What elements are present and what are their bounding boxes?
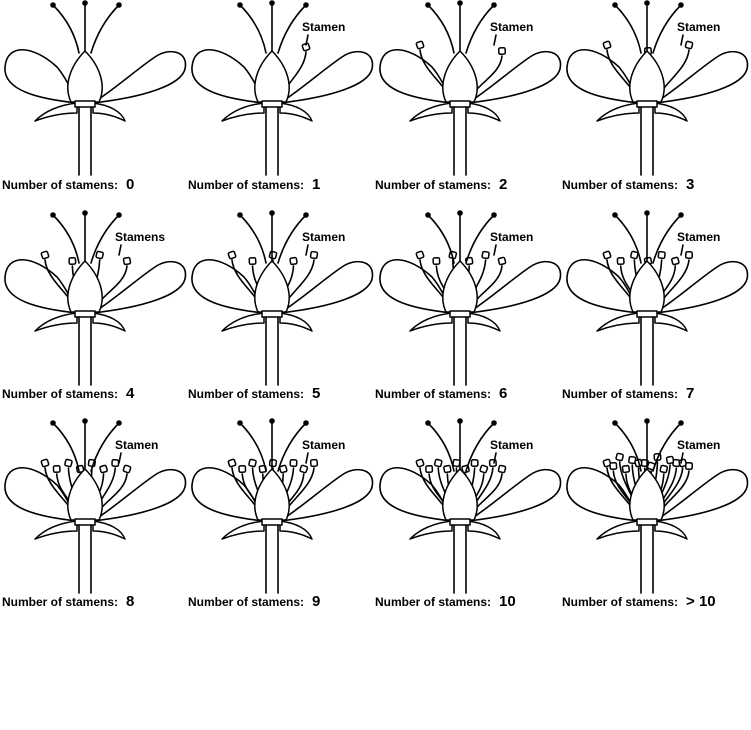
stigma-right <box>116 212 122 218</box>
caption-prefix: Number of stamens: <box>2 387 119 401</box>
stamen-label: Stamen <box>677 438 721 452</box>
stigma-center <box>644 210 650 216</box>
style-left <box>615 5 641 53</box>
stamen-count-caption <box>188 385 320 402</box>
right-petal <box>93 470 186 521</box>
sepal-left <box>222 521 264 539</box>
flower-panel <box>375 0 561 193</box>
stamen-label: Stamen <box>302 20 346 34</box>
stigma-center <box>457 418 463 424</box>
stigma-left <box>237 2 243 8</box>
ovary <box>630 51 664 102</box>
receptacle <box>262 101 282 107</box>
stigma-center <box>82 418 88 424</box>
flower-panel <box>562 0 748 193</box>
style-right <box>91 5 119 53</box>
stigma-center <box>644 418 650 424</box>
stamen-count-caption <box>375 176 507 193</box>
stamen-anther <box>471 460 478 467</box>
stamen-count-value: 2 <box>499 176 508 193</box>
caption-prefix: Number of stamens: <box>375 387 492 401</box>
stamen-count-caption <box>375 593 516 610</box>
stamen-label: Stamen <box>302 438 346 452</box>
stamen-anther <box>630 251 638 259</box>
stamen-anther <box>426 466 433 473</box>
style-left <box>428 5 454 53</box>
stigma-center <box>269 210 275 216</box>
sepal-right <box>468 103 500 121</box>
left-petal <box>192 50 264 103</box>
right-petal <box>93 52 186 103</box>
stamen-anther <box>100 465 108 473</box>
stamen-count-value: > 10 <box>686 593 716 610</box>
stamen-pointer <box>494 35 496 45</box>
left-petal <box>567 50 639 103</box>
receptacle <box>637 101 657 107</box>
right-petal <box>93 262 186 313</box>
stamen-count-caption <box>188 176 320 193</box>
stigma-center <box>457 210 463 216</box>
stamen-anther <box>482 251 489 258</box>
stamen-anther <box>434 459 442 467</box>
stigma-left <box>237 212 243 218</box>
ovary <box>443 51 477 102</box>
ovary <box>68 469 102 520</box>
sepal-left <box>410 313 452 331</box>
stamen-anther <box>685 41 693 49</box>
stamen-anther <box>499 48 506 55</box>
stigma-right <box>116 2 122 8</box>
sepal-right <box>655 313 687 331</box>
flower-panel <box>375 210 561 402</box>
sepal-right <box>280 521 312 539</box>
sepal-left <box>222 313 264 331</box>
stamen-anther <box>433 258 440 265</box>
caption-prefix: Number of stamens: <box>188 387 305 401</box>
sepal-left <box>35 103 77 121</box>
stamen-count-value: 7 <box>686 385 695 402</box>
caption-prefix: Number of stamens: <box>375 178 492 192</box>
sepal-right <box>93 103 125 121</box>
receptacle <box>450 519 470 525</box>
sepal-left <box>597 313 639 331</box>
sepal-right <box>93 521 125 539</box>
stamen-count-caption <box>2 593 134 610</box>
right-petal <box>468 52 561 103</box>
stamen-label: Stamen <box>115 438 159 452</box>
caption-prefix: Number of stamens: <box>562 387 679 401</box>
left-petal <box>380 50 452 103</box>
receptacle <box>450 101 470 107</box>
stamen-label: Stamen <box>490 20 534 34</box>
stigma-center <box>644 0 650 6</box>
stamen-anther <box>65 459 73 467</box>
ovary <box>255 261 289 312</box>
stigma-left <box>237 420 243 426</box>
stamen-anther <box>686 463 693 470</box>
caption-prefix: Number of stamens: <box>2 178 119 192</box>
flower-panel <box>562 418 748 610</box>
stamen-label: Stamens <box>115 230 166 244</box>
stigma-center <box>82 210 88 216</box>
stigma-right <box>678 420 684 426</box>
stigma-left <box>50 2 56 8</box>
stamen-count-value: 3 <box>686 176 695 193</box>
stigma-left <box>50 420 56 426</box>
receptacle <box>450 311 470 317</box>
flower-panel <box>375 418 561 610</box>
stamen-count-caption <box>562 593 716 610</box>
stigma-left <box>612 2 618 8</box>
receptacle <box>262 311 282 317</box>
stamen-anther <box>41 459 49 467</box>
stamen-anther <box>498 465 506 473</box>
stigma-left <box>425 212 431 218</box>
stamen-anther <box>310 251 317 258</box>
sepal-left <box>410 521 452 539</box>
stamen-anther <box>498 257 506 265</box>
stamen-anther <box>112 460 119 467</box>
stamen-pointer <box>306 245 308 255</box>
stamen-label: Stamen <box>677 230 721 244</box>
sepal-left <box>597 521 639 539</box>
right-petal <box>468 262 561 313</box>
stamen-anther <box>610 463 617 470</box>
stamen-anther <box>123 465 131 473</box>
stigma-left <box>50 212 56 218</box>
stigma-left <box>612 212 618 218</box>
stamen-anther <box>269 251 277 259</box>
stamen-anther <box>311 460 318 467</box>
stigma-left <box>425 2 431 8</box>
stamen-label: Stamen <box>677 20 721 34</box>
left-petal <box>5 468 77 521</box>
stamen-label: Stamen <box>490 438 534 452</box>
style-left <box>53 215 79 263</box>
right-petal <box>468 470 561 521</box>
ovary <box>630 469 664 520</box>
ovary <box>443 261 477 312</box>
stamen-anther <box>444 465 451 472</box>
stamen-label: Stamen <box>490 230 534 244</box>
stigma-left <box>612 420 618 426</box>
stamen-anther <box>622 465 629 472</box>
sepal-right <box>655 103 687 121</box>
sepal-left <box>222 103 264 121</box>
stamen-anther <box>416 251 424 259</box>
caption-prefix: Number of stamens: <box>375 595 492 609</box>
flower-panel <box>2 418 186 610</box>
stamen-anther <box>416 41 424 49</box>
stamen-count-caption <box>375 385 507 402</box>
stigma-right <box>678 2 684 8</box>
stamen-anther <box>123 257 130 264</box>
left-petal <box>5 260 77 313</box>
stamen-anther <box>53 466 60 473</box>
flower-panel <box>188 0 373 193</box>
sepal-left <box>35 521 77 539</box>
stamen-label: Stamen <box>302 230 346 244</box>
stamen-anther <box>603 251 611 259</box>
stigma-right <box>678 212 684 218</box>
sepal-left <box>597 103 639 121</box>
flower-panel <box>562 210 748 402</box>
stamen-count-caption <box>2 176 134 193</box>
stamen-count-value: 0 <box>126 176 135 193</box>
stamen-pointer <box>681 245 683 255</box>
caption-prefix: Number of stamens: <box>562 178 679 192</box>
stamen-count-value: 10 <box>499 593 516 610</box>
stamen-count-value: 1 <box>312 176 321 193</box>
left-petal <box>567 468 639 521</box>
stamen-anther <box>660 465 668 473</box>
stamen-count-value: 5 <box>312 385 321 402</box>
receptacle <box>75 101 95 107</box>
stamen-pointer <box>119 453 121 463</box>
caption-prefix: Number of stamens: <box>188 178 305 192</box>
stamen-anther <box>249 258 256 265</box>
stigma-right <box>116 420 122 426</box>
stamen-anther <box>96 251 104 259</box>
stamen-pointer <box>681 35 683 45</box>
sepal-right <box>655 521 687 539</box>
stigma-right <box>303 420 309 426</box>
stamen-anther <box>453 459 460 466</box>
stigma-right <box>491 420 497 426</box>
sepal-right <box>93 313 125 331</box>
stamen-anther <box>269 459 276 466</box>
sepal-right <box>468 521 500 539</box>
left-petal <box>380 468 452 521</box>
sepal-right <box>280 313 312 331</box>
style-left <box>53 5 79 53</box>
sepal-right <box>280 103 312 121</box>
stamen-anther <box>603 41 611 49</box>
right-petal <box>655 262 748 313</box>
stamen-anther <box>416 459 424 467</box>
style-left <box>240 215 266 263</box>
stigma-center <box>269 418 275 424</box>
stamen-anther <box>228 251 236 259</box>
sepal-left <box>410 103 452 121</box>
ovary <box>255 51 289 102</box>
stigma-center <box>82 0 88 6</box>
style-left <box>240 5 266 53</box>
stamen-anther <box>686 252 693 259</box>
receptacle <box>637 519 657 525</box>
stamen-count-value: 6 <box>499 385 508 402</box>
flower-panel <box>188 210 373 402</box>
stamen-count-caption <box>188 593 320 610</box>
stamen-anther <box>480 465 488 473</box>
stamen-anther <box>279 465 287 473</box>
stigma-left <box>425 420 431 426</box>
stamen-pointer <box>119 245 121 255</box>
sepal-left <box>35 313 77 331</box>
flower-panel <box>2 0 186 193</box>
receptacle <box>75 311 95 317</box>
stamen-anther <box>658 251 665 258</box>
stigma-right <box>491 212 497 218</box>
stamen-anther <box>41 251 49 259</box>
receptacle <box>262 519 282 525</box>
receptacle <box>637 311 657 317</box>
stamen-anther <box>228 459 236 467</box>
left-petal <box>5 50 77 103</box>
caption-prefix: Number of stamens: <box>188 595 305 609</box>
stamen-pointer <box>494 245 496 255</box>
stamen-anther <box>239 466 246 473</box>
right-petal <box>655 52 748 103</box>
stamen-anther <box>290 257 297 264</box>
caption-prefix: Number of stamens: <box>2 595 119 609</box>
stamen-anther <box>249 459 257 467</box>
sepal-right <box>468 313 500 331</box>
stigma-right <box>303 212 309 218</box>
stamen-anther <box>290 460 297 467</box>
stamen-count-caption <box>2 385 135 402</box>
stamen-anther <box>616 453 624 461</box>
stigma-right <box>491 2 497 8</box>
flower-panel <box>2 210 186 402</box>
stamen-count-value: 9 <box>312 593 321 610</box>
stamen-count-value: 4 <box>126 385 135 402</box>
stamen-anther <box>617 258 624 265</box>
stigma-center <box>269 0 275 6</box>
stamen-count-caption <box>562 176 694 193</box>
caption-prefix: Number of stamens: <box>562 595 679 609</box>
stigma-center <box>457 0 463 6</box>
ovary <box>255 469 289 520</box>
ovary <box>68 51 102 102</box>
stamen-anther <box>69 258 76 265</box>
flower-panel <box>188 418 373 610</box>
stigma-right <box>303 2 309 8</box>
stamen-count-value: 8 <box>126 593 135 610</box>
stamen-anther <box>671 257 679 265</box>
receptacle <box>75 519 95 525</box>
stamen-anther <box>300 465 308 473</box>
stamen-pointer <box>306 453 308 463</box>
stamen-count-caption <box>562 385 694 402</box>
left-petal <box>380 260 452 313</box>
